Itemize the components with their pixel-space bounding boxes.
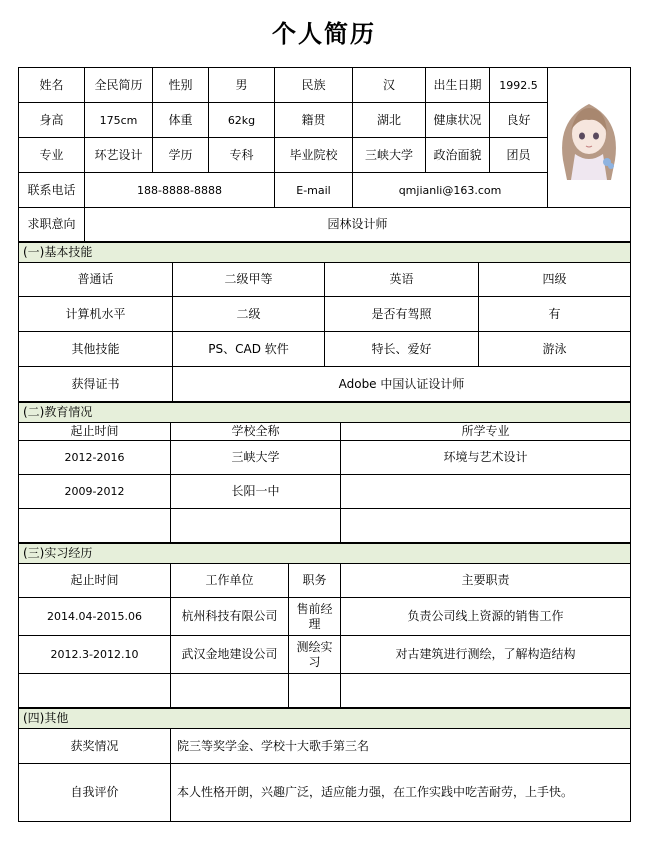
education-period: 2012-2016 (19, 441, 171, 475)
awards-label: 获奖情况 (19, 729, 171, 764)
internship-row (19, 598, 631, 636)
phone-value: 188-8888-8888 (85, 173, 275, 208)
birth-label: 出生日期 (426, 68, 490, 103)
health-value: 良好 (490, 103, 548, 138)
ethnicity-value: 汉 (353, 68, 426, 103)
certificate-value: Adobe 中国认证设计师 (173, 367, 631, 402)
english-label: 英语 (325, 263, 479, 297)
education-table (18, 402, 631, 543)
internship-position: 售前经理 (289, 598, 341, 636)
origin-value: 湖北 (353, 103, 426, 138)
other-table (18, 708, 631, 822)
hobby-value: 游泳 (479, 332, 631, 367)
mandarin-label: 普通话 (19, 263, 173, 297)
education-school: 长阳一中 (171, 475, 341, 509)
email-label: E-mail (275, 173, 353, 208)
internship-employer (171, 674, 289, 708)
degree-label: 学历 (153, 138, 209, 173)
internship-row (19, 674, 631, 708)
height-value: 175cm (85, 103, 153, 138)
license-label: 是否有驾照 (325, 297, 479, 332)
internship-row (19, 636, 631, 674)
internship-duties (341, 674, 631, 708)
weight-label: 体重 (153, 103, 209, 138)
degree-value: 专科 (209, 138, 275, 173)
other-section-header: (四)其他 (19, 709, 631, 729)
education-col-major: 所学专业 (341, 423, 631, 441)
education-period (19, 509, 171, 543)
internship-position: 测绘实习 (289, 636, 341, 674)
self-evaluation-value: 本人性格开朗，兴趣广泛，适应能力强，在工作实践中吃苦耐劳，上手快。 (171, 764, 631, 822)
hobby-label: 特长、爱好 (325, 332, 479, 367)
job-intent-label: 求职意向 (19, 208, 85, 242)
education-major (341, 509, 631, 543)
gender-value: 男 (209, 68, 275, 103)
internship-duties: 负责公司线上资源的销售工作 (341, 598, 631, 636)
internship-employer: 武汉金地建设公司 (171, 636, 289, 674)
computer-value: 二级 (173, 297, 325, 332)
other-skills-value: PS、CAD 软件 (173, 332, 325, 367)
politics-value: 团员 (490, 138, 548, 173)
self-evaluation-label: 自我评价 (19, 764, 171, 822)
internship-employer: 杭州科技有限公司 (171, 598, 289, 636)
internship-period (19, 674, 171, 708)
skills-table (18, 242, 631, 402)
internship-period: 2014.04-2015.06 (19, 598, 171, 636)
phone-label: 联系电话 (19, 173, 85, 208)
skills-section-header: (一)基本技能 (19, 243, 631, 263)
education-col-period: 起止时间 (19, 423, 171, 441)
internship-period: 2012.3-2012.10 (19, 636, 171, 674)
internship-section-header: (三)实习经历 (19, 544, 631, 564)
school-label: 毕业院校 (275, 138, 353, 173)
resume-sheet (18, 67, 630, 822)
license-value: 有 (479, 297, 631, 332)
origin-label: 籍贯 (275, 103, 353, 138)
internship-col-period: 起止时间 (19, 564, 171, 598)
internship-col-duties: 主要职责 (341, 564, 631, 598)
birth-value: 1992.5 (490, 68, 548, 103)
major-value: 环艺设计 (85, 138, 153, 173)
education-major (341, 475, 631, 509)
internship-position (289, 674, 341, 708)
avatar-photo (549, 90, 629, 186)
certificate-label: 获得证书 (19, 367, 173, 402)
politics-label: 政治面貌 (426, 138, 490, 173)
mandarin-value: 二级甲等 (173, 263, 325, 297)
major-label: 专业 (19, 138, 85, 173)
email-value: qmjianli@163.com (353, 173, 548, 208)
personal-info-table (18, 67, 631, 242)
photo-cell (548, 68, 631, 208)
school-value: 三峡大学 (353, 138, 426, 173)
english-value: 四级 (479, 263, 631, 297)
internship-col-position: 职务 (289, 564, 341, 598)
ethnicity-label: 民族 (275, 68, 353, 103)
internship-table (18, 543, 631, 708)
computer-label: 计算机水平 (19, 297, 173, 332)
education-col-school: 学校全称 (171, 423, 341, 441)
resume-title: 个人简历 (272, 20, 376, 48)
internship-duties: 对古建筑进行测绘，了解构造结构 (341, 636, 631, 674)
awards-value: 院三等奖学金、学校十大歌手第三名 (171, 729, 631, 764)
internship-col-employer: 工作单位 (171, 564, 289, 598)
name-value: 全民简历 (85, 68, 153, 103)
health-label: 健康状况 (426, 103, 490, 138)
education-period: 2009-2012 (19, 475, 171, 509)
other-skills-label: 其他技能 (19, 332, 173, 367)
education-row (19, 441, 631, 475)
education-major: 环境与艺术设计 (341, 441, 631, 475)
education-school: 三峡大学 (171, 441, 341, 475)
name-label: 姓名 (19, 68, 85, 103)
weight-value: 62kg (209, 103, 275, 138)
height-label: 身高 (19, 103, 85, 138)
job-intent-value: 园林设计师 (85, 208, 631, 242)
education-section-header: (二)教育情况 (19, 403, 631, 423)
education-row (19, 475, 631, 509)
gender-label: 性别 (153, 68, 209, 103)
education-row (19, 509, 631, 543)
education-school (171, 509, 341, 543)
